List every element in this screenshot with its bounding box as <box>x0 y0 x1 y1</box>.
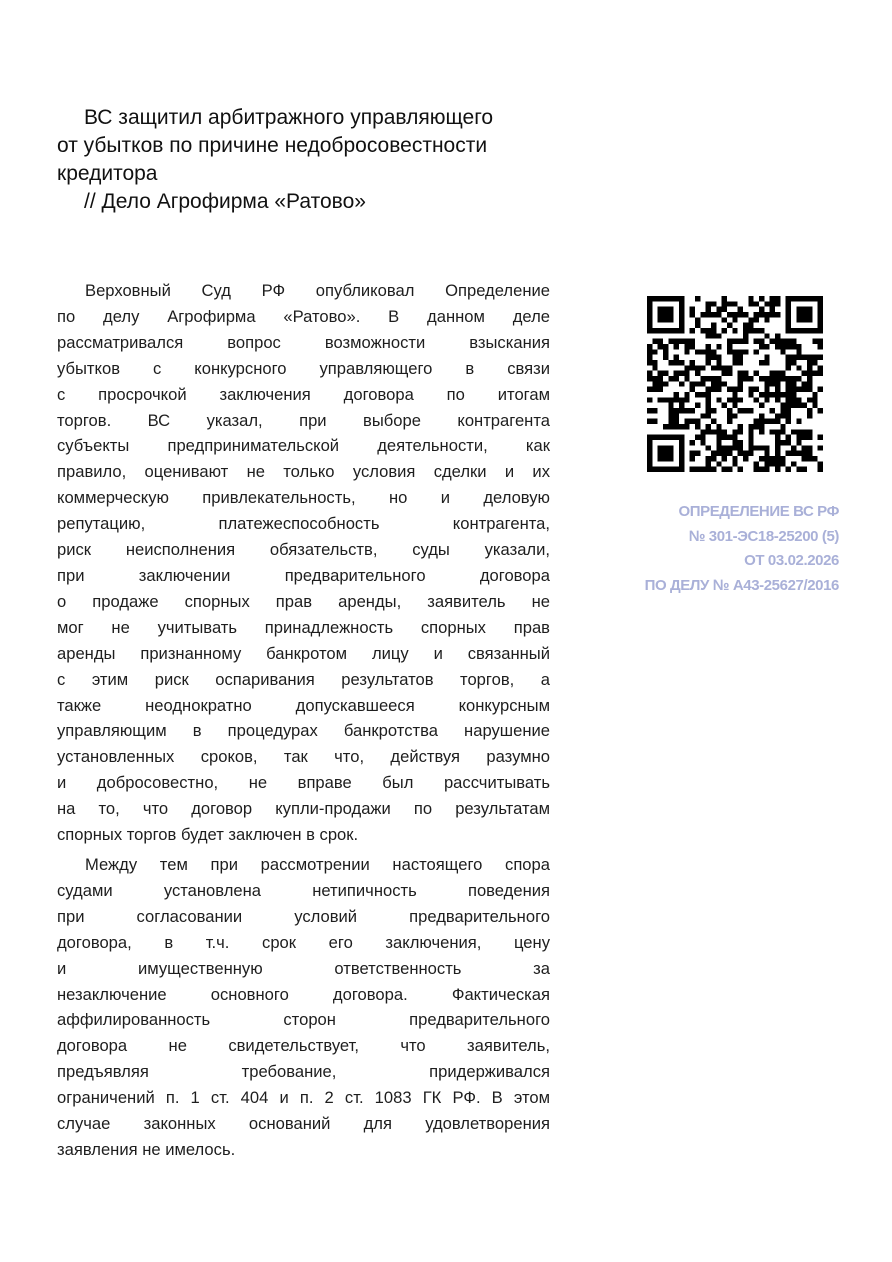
paragraph-line: незаключение основного договора. Фактическая <box>57 984 550 1004</box>
paragraph-line: субъекты предпринимательской деятельности, как <box>57 436 550 456</box>
paragraph-line: на то, что договор купли-продажи по результатам <box>57 799 550 819</box>
paragraph-line: и добросовестно, не вправе был рассчитывать <box>57 773 550 793</box>
paragraph-line: риск неисполнения обязательств, суды указали, <box>57 540 550 560</box>
paragraph-line: Верховный Суд РФ опубликовал Определение <box>85 281 550 300</box>
reference-line: ОПРЕДЕЛЕНИЕ ВС РФ <box>678 503 839 520</box>
paragraph-line: рассматривался вопрос возможности взыскания <box>57 332 550 352</box>
paragraph-line: с просрочкой заключения договора по итогам <box>57 384 550 404</box>
title-line: ВС защитил арбитражного управляющего <box>84 106 494 129</box>
paragraph-line: случае законных оснований для удовлетворения <box>57 1114 550 1134</box>
paragraph-line: торгов. ВС указал, при выборе контрагента <box>57 410 550 430</box>
paragraph-line: аренды признанному банкротом лицу и связанный <box>57 643 550 663</box>
paragraph-line: также неоднократно допускавшееся конкурсным <box>57 695 550 715</box>
paragraph-line: при согласовании условий предварительного <box>57 906 550 926</box>
reference-line: ПО ДЕЛУ № А43-25627/2016 <box>644 576 839 594</box>
paragraph-line: ограничений п. 1 ст. 404 и п. 2 ст. 1083 ГК РФ. В этом <box>57 1088 550 1108</box>
paragraph-line: предъявляя требование, придерживался <box>57 1062 550 1082</box>
paragraph-line: установленных сроков, так что, действуя разумно <box>57 747 550 767</box>
paragraph-line: мог не учитывать принадлежность спорных прав <box>57 617 550 637</box>
paragraph-line: спорных торгов будет заключен в срок. <box>57 825 359 845</box>
paragraph-2 <box>57 852 550 1163</box>
paragraph-line: аффилированность сторон предварительного <box>57 1010 550 1030</box>
paragraph-line: коммерческую привлекательность, но и деловую <box>57 488 550 508</box>
title-line: от убытков по причине недобросовестности <box>57 134 488 157</box>
paragraph-line: о продаже спорных прав аренды, заявитель не <box>57 591 550 611</box>
paragraph-line: при заключении предварительного договора <box>57 565 550 585</box>
qr-code-icon[interactable] <box>647 296 823 472</box>
paragraph-line: договора не свидетельствует, что заявитель, <box>57 1036 550 1056</box>
paragraph-line: договора, в т.ч. срок его заключения, цену <box>57 932 550 952</box>
paragraph-line: судами установлена нетипичность поведения <box>57 880 550 900</box>
paragraph-line: репутацию, платежеспособность контрагента, <box>57 514 550 534</box>
paragraph-line: Между тем при рассмотрении настоящего спора <box>85 855 550 874</box>
title-line: кредитора <box>57 162 158 185</box>
paragraph-line: правило, оценивают не только условия сделки и их <box>57 462 550 482</box>
reference-line: № 301-ЭС18-25200 (5) <box>688 527 839 545</box>
article-subtitle: // Дело Агрофирма «Ратово» <box>84 190 366 213</box>
paragraph-1 <box>57 278 550 848</box>
article-title <box>57 104 557 216</box>
paragraph-line: с этим риск оспаривания результатов торгов, а <box>57 669 550 689</box>
paragraph-line: и имущественную ответственность за <box>57 958 550 978</box>
case-reference <box>645 500 839 598</box>
paragraph-line: убытков с конкурсного управляющего в связи <box>57 358 550 378</box>
reference-line: ОТ 03.02.2026 <box>744 552 839 569</box>
paragraph-line: управляющим в процедурах банкротства нарушение <box>57 721 550 741</box>
paragraph-line: заявления не имелось. <box>57 1139 236 1159</box>
paragraph-line: по делу Агрофирма «Ратово». В данном деле <box>57 306 550 326</box>
